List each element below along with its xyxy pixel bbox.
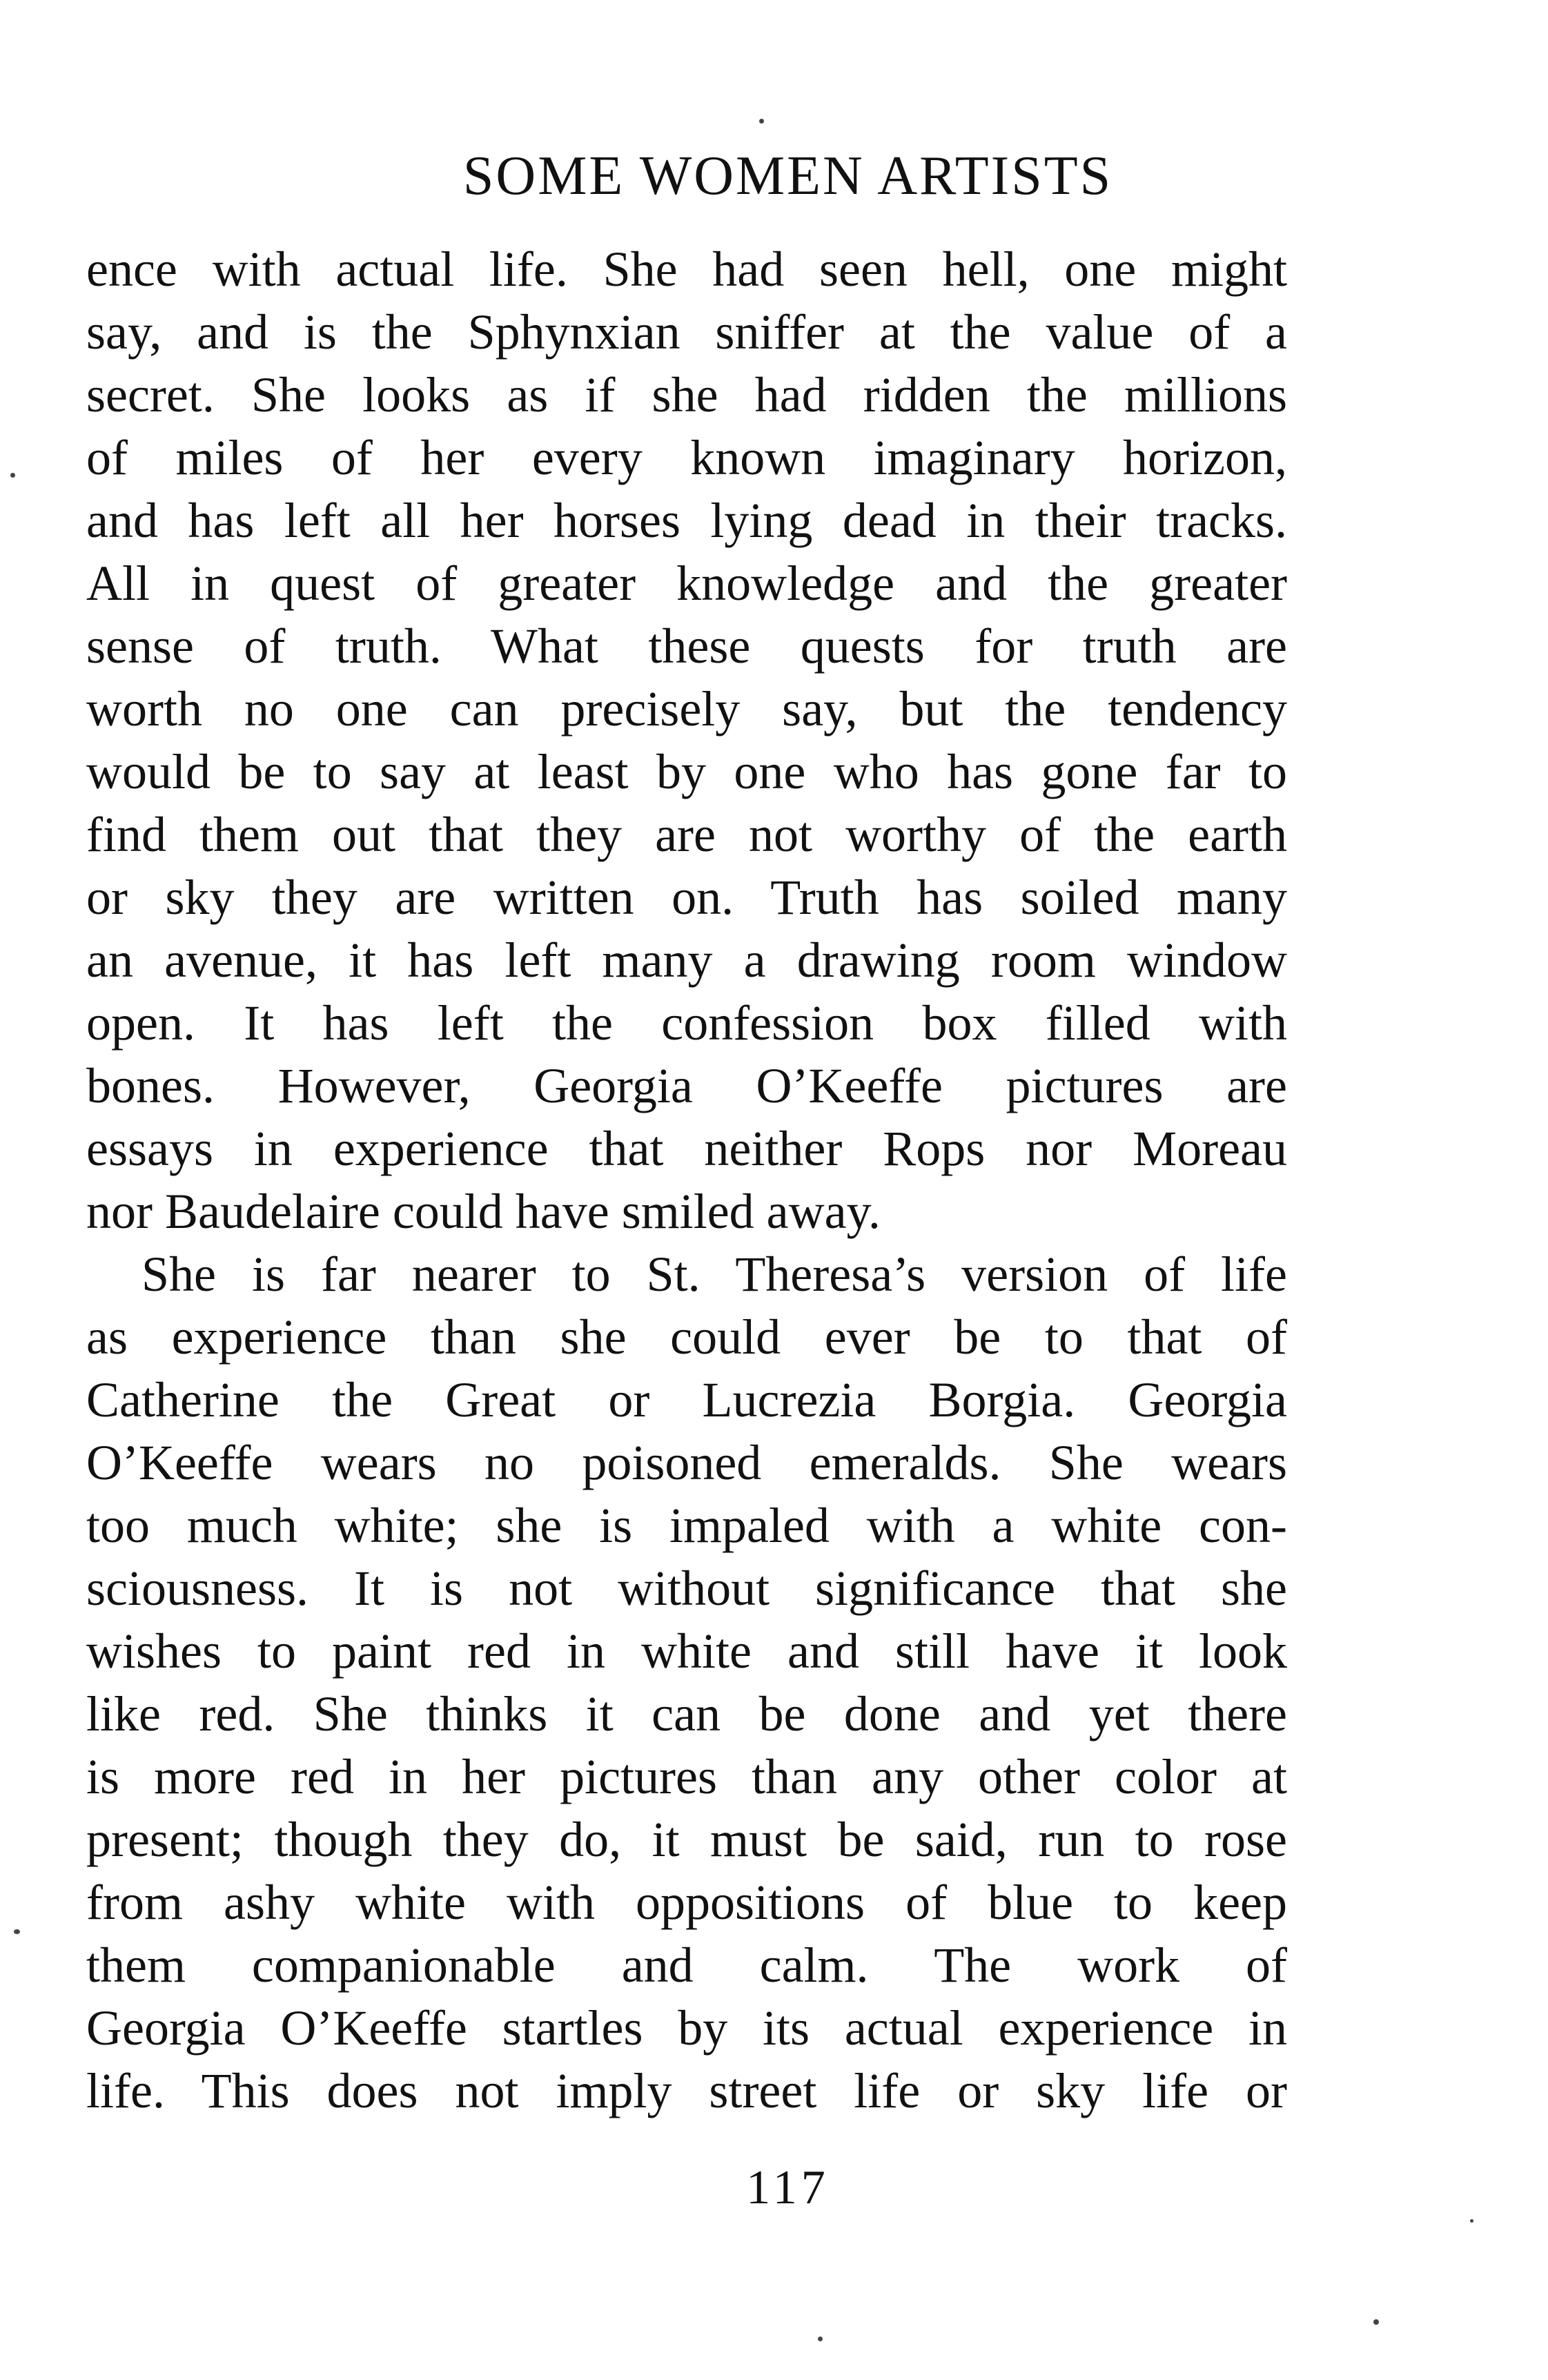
text-line: essays in experience that neither Rops nor Moreau [86,1121,1287,1176]
text-line: an avenue, it has left many a drawing room window [86,933,1287,988]
text-line: secret. She looks as if she had ridden the millions [86,367,1287,422]
text-line: find them out that they are not worthy of the earth [86,807,1287,862]
text-line: present; though they do, it must be said, run to rose [86,1812,1287,1867]
text-line: bones. However, Georgia O’Keeffe pictures are [86,1058,1287,1113]
text-line: life. This does not imply street life or sky life or [86,2063,1287,2118]
text-line: wishes to paint red in white and still have it look [86,1623,1287,1679]
text-line: and has left all her horses lying dead in their tracks. [86,493,1287,548]
text-line: them companionable and calm. The work of [86,1938,1287,1993]
page-number: 117 [746,2161,830,2214]
text-line: of miles of her every known imaginary horizon, [86,430,1287,485]
text-line: like red. She thinks it can be done and yet there [86,1686,1287,1742]
text-line: She is far nearer to St. Theresa’s version of life [141,1247,1287,1302]
text-line: All in quest of greater knowledge and the greater [86,556,1287,611]
text-line: Catherine the Great or Lucrezia Borgia. Georgia [86,1372,1287,1427]
scan-speck [1373,2319,1379,2325]
text-line: is more red in her pictures than any other color at [86,1749,1287,1804]
text-line: sciousness. It is not without significance that she [86,1561,1287,1616]
running-head: SOME WOMEN ARTISTS [462,146,1113,206]
text-line: would be to say at least by one who has gone far to [86,744,1287,799]
scan-speck [818,2337,823,2341]
scan-speck [10,473,15,478]
text-line: ence with actual life. She had seen hell, one might [86,242,1287,297]
text-line: from ashy white with oppositions of blue to keep [86,1875,1287,1930]
text-line: too much white; she is impaled with a white con- [86,1498,1287,1553]
text-line: or sky they are written on. Truth has soiled many [86,870,1287,925]
text-line: say, and is the Sphynxian sniffer at the value of a [86,304,1287,360]
scan-speck [14,1929,20,1934]
text-line: nor Baudelaire could have smiled away. [86,1184,881,1239]
scan-speck [759,119,764,124]
text-line: as experience than she could ever be to that of [86,1309,1287,1365]
text-line: Georgia O’Keeffe startles by its actual experience in [86,2000,1287,2056]
text-line: O’Keeffe wears no poisoned emeralds. She wears [86,1435,1287,1490]
text-line: open. It has left the confession box filled with [86,995,1287,1051]
text-line: sense of truth. What these quests for truth are [86,618,1287,674]
body-text [86,238,1287,2123]
text-line: worth no one can precisely say, but the tendency [86,681,1287,737]
scan-speck [1470,2219,1473,2223]
